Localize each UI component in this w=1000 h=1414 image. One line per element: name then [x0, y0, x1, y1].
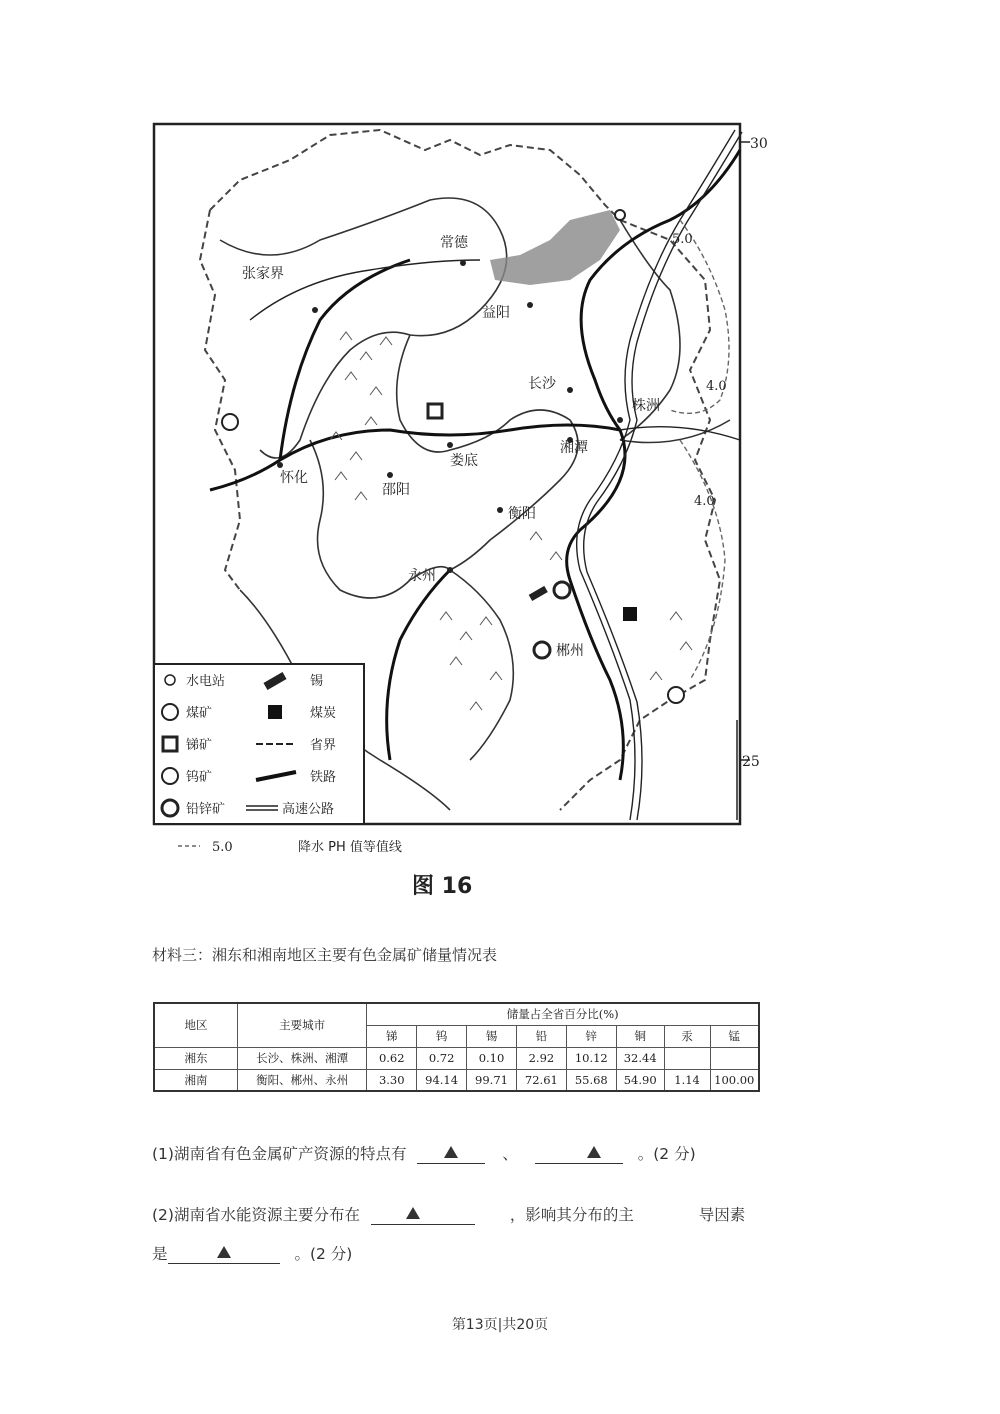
antimony-mine-icon	[428, 404, 442, 418]
question-2-line2-prefix: 是	[152, 1245, 168, 1263]
question-1-sep: 、	[502, 1145, 518, 1163]
hydropower-station-icon	[165, 675, 175, 685]
value-cell: 0.10	[467, 1047, 517, 1069]
question-2-middle2: 导因素	[698, 1206, 746, 1224]
region-cell: 湘南	[154, 1069, 238, 1091]
metal-header: 锌	[566, 1025, 616, 1047]
coord-label-bottom: 25	[742, 754, 760, 770]
value-cell: 10.12	[566, 1047, 616, 1069]
city-label: 湘潭	[560, 440, 588, 456]
coord-label-top: 30	[750, 136, 768, 152]
page-footer: 第13页|共20页	[451, 1317, 549, 1333]
value-cell: 1.14	[664, 1069, 710, 1091]
value-cell: 72.61	[516, 1069, 566, 1091]
value-cell: 2.92	[516, 1047, 566, 1069]
hunan-map-figure	[150, 120, 770, 910]
question-1-prefix: (1)湖南省有色金属矿产资源的特点有	[152, 1145, 407, 1163]
answer-blank[interactable]	[168, 1245, 280, 1264]
table-header-row	[154, 1003, 759, 1025]
isoline-label: 5.0	[672, 232, 693, 247]
tungsten-mine-icon	[162, 768, 178, 784]
value-cell	[710, 1047, 759, 1069]
value-cell: 54.90	[616, 1069, 664, 1091]
question-2-line-2	[152, 1242, 352, 1264]
cities-cell: 衡阳、郴州、永州	[238, 1069, 367, 1091]
table-row	[154, 1069, 759, 1091]
triangle-icon	[217, 1246, 231, 1258]
value-cell: 0.72	[417, 1047, 467, 1069]
city-label: 永州	[408, 568, 436, 584]
metal-header: 铅	[516, 1025, 566, 1047]
city-label: 郴州	[556, 643, 584, 659]
isoline-legend-text: 降水 PH 值等值线	[298, 840, 402, 855]
question-2-suffix: 。(2 分)	[294, 1245, 353, 1263]
legend-label: 水电站	[186, 674, 226, 689]
value-cell: 3.30	[367, 1069, 417, 1091]
city-label: 衡阳	[508, 506, 536, 522]
col-cities-header: 主要城市	[238, 1003, 367, 1047]
legend-label: 铁路	[310, 770, 337, 785]
coal-mine-icon	[162, 704, 178, 720]
city-label: 邵阳	[382, 482, 410, 498]
legend-label: 煤炭	[310, 706, 337, 721]
coal-icon	[623, 607, 637, 621]
table-row	[154, 1047, 759, 1069]
map-svg	[150, 120, 770, 910]
city-label: 娄底	[450, 453, 478, 469]
isoline-label: 4.0	[706, 379, 727, 394]
metal-header: 汞	[664, 1025, 710, 1047]
answer-blank[interactable]	[535, 1145, 623, 1164]
reserve-table	[153, 1002, 760, 1092]
city-label: 张家界	[242, 266, 284, 282]
value-cell	[664, 1047, 710, 1069]
value-cell: 32.44	[616, 1047, 664, 1069]
triangle-icon	[444, 1146, 458, 1158]
lead-zinc-mine-icon	[534, 642, 550, 658]
tungsten-mine-icon	[668, 687, 684, 703]
metal-header: 锰	[710, 1025, 759, 1047]
material-title: 材料三：湘东和湘南地区主要有色金属矿储量情况表	[152, 946, 498, 964]
question-1	[152, 1142, 696, 1164]
cities-cell: 长沙、株洲、湘潭	[238, 1047, 367, 1069]
metal-header: 锡	[467, 1025, 517, 1047]
city-label: 常德	[440, 235, 468, 251]
question-2-middle: ，影响其分布的主	[509, 1206, 634, 1224]
col-region-header: 地区	[154, 1003, 238, 1047]
question-1-suffix: 。(2 分)	[637, 1145, 696, 1163]
metal-header: 钨	[417, 1025, 467, 1047]
coal-icon	[268, 705, 282, 719]
question-2	[152, 1203, 745, 1225]
value-cell: 99.71	[467, 1069, 517, 1091]
lead-zinc-mine-icon	[162, 800, 178, 816]
answer-blank[interactable]	[371, 1206, 475, 1225]
answer-blank[interactable]	[417, 1145, 485, 1164]
city-label: 怀化	[280, 470, 308, 486]
isoline-legend-value: 5.0	[212, 840, 233, 855]
value-cell: 0.62	[367, 1047, 417, 1069]
metal-header: 锑	[367, 1025, 417, 1047]
map-legend	[154, 664, 364, 824]
legend-label: 高速公路	[282, 802, 335, 817]
figure-caption: 图 16	[412, 874, 473, 899]
col-group-header: 储量占全省百分比(%)	[367, 1003, 759, 1025]
legend-label: 钨矿	[186, 770, 213, 785]
lead-zinc-mine-icon	[554, 582, 570, 598]
legend-label: 煤矿	[186, 706, 213, 721]
legend-label: 铅锌矿	[186, 802, 226, 817]
coal-mine-icon	[222, 414, 238, 430]
region-cell: 湘东	[154, 1047, 238, 1069]
city-label: 长沙	[528, 376, 556, 392]
legend-label: 省界	[310, 738, 337, 753]
value-cell: 100.00	[710, 1069, 759, 1091]
antimony-mine-icon	[163, 737, 177, 751]
isoline-label: 4.0	[694, 494, 715, 509]
triangle-icon	[406, 1207, 420, 1219]
legend-label: 锑矿	[186, 738, 213, 753]
question-2-prefix: (2)湖南省水能资源主要分布在	[152, 1206, 360, 1224]
city-label: 益阳	[482, 305, 510, 321]
metal-header: 铜	[616, 1025, 664, 1047]
triangle-icon	[587, 1146, 601, 1158]
value-cell: 55.68	[566, 1069, 616, 1091]
legend-label: 锡	[310, 674, 324, 689]
value-cell: 94.14	[417, 1069, 467, 1091]
city-marker-changde	[615, 210, 625, 220]
city-label: 株洲	[632, 398, 660, 414]
